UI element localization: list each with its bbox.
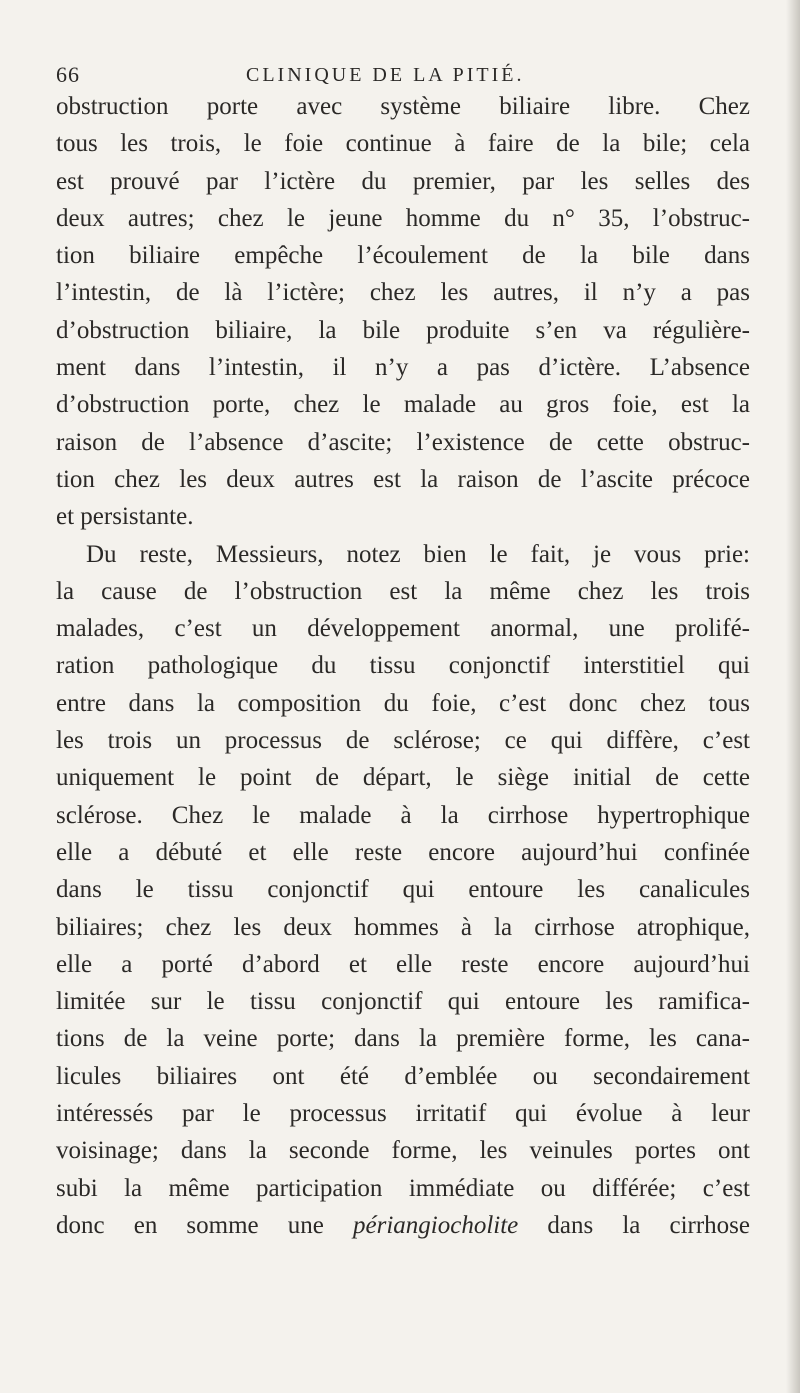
text-line: les trois un processus de sclérose; ce qui diffère, c’est bbox=[56, 727, 750, 755]
text-line: licules biliaires ont été d’emblée ou secondairement bbox=[56, 1062, 750, 1090]
text-line: elle a porté d’abord et elle reste encore aujourd’hui bbox=[56, 950, 750, 978]
text-line: l’intestin, de là l’ictère; chez les autres, il n’y a pas bbox=[56, 279, 750, 307]
text-line: voisinage; dans la seconde forme, les veinules portes ont bbox=[56, 1137, 750, 1165]
text-line: malades, c’est un développement anormal, une prolifé- bbox=[56, 615, 750, 643]
text-line-final bbox=[56, 1207, 750, 1244]
text-line: obstruction porte avec système biliaire libre. Chez bbox=[56, 93, 750, 120]
text-line: biliaires; chez les deux hommes à la cirrhose atrophique, bbox=[56, 913, 750, 941]
text-line: sclérose. Chez le malade à la cirrhose hypertrophique bbox=[56, 801, 750, 829]
text-fragment: dans la cirrhose bbox=[518, 1211, 750, 1239]
page-number: 66 bbox=[56, 62, 80, 87]
text-line: ration pathologique du tissu conjonctif interstitiel qui bbox=[56, 652, 750, 680]
text-line: elle a débuté et elle reste encore aujourd’hui confinée bbox=[56, 838, 750, 866]
text-fragment: donc en somme une bbox=[56, 1211, 353, 1239]
text-line: intéressés par le processus irritatif qui évolue à leur bbox=[56, 1100, 750, 1128]
text-line: d’obstruction biliaire, la bile produite s’en va régulière- bbox=[56, 316, 750, 344]
text-line: et persistante. bbox=[56, 503, 194, 531]
running-head: CLINIQUE DE LA PITIÉ. bbox=[246, 64, 525, 86]
text-line: ment dans l’intestin, il n’y a pas d’ictère. L’absence bbox=[56, 354, 750, 382]
text-line: tion biliaire empêche l’écoulement de la bile dans bbox=[56, 242, 750, 270]
text-line: tions de la veine porte; dans la première forme, les cana- bbox=[56, 1025, 750, 1053]
text-line: dans le tissu conjonctif qui entoure les canalicules bbox=[56, 876, 750, 904]
italic-term: périangiocholite bbox=[353, 1211, 519, 1239]
text-line: raison de l’absence d’ascite; l’existence de cette obstruc- bbox=[56, 428, 750, 456]
text-line: Du reste, Messieurs, notez bien le fait, je vous prie: bbox=[86, 540, 750, 568]
text-line: est prouvé par l’ictère du premier, par les selles des bbox=[56, 167, 750, 195]
text-line: limitée sur le tissu conjonctif qui entoure les ramifica- bbox=[56, 988, 750, 1016]
text-line: d’obstruction porte, chez le malade au gros foie, est la bbox=[56, 391, 750, 419]
text-line: la cause de l’obstruction est la même chez les trois bbox=[56, 577, 750, 605]
text-line: uniquement le point de départ, le siège initial de cette bbox=[56, 764, 750, 792]
text-line: entre dans la composition du foie, c’est donc chez tous bbox=[56, 689, 750, 717]
text-line: tion chez les deux autres est la raison de l’ascite précoce bbox=[56, 465, 750, 493]
text-line: subi la même participation immédiate ou différée; c’est bbox=[56, 1174, 750, 1202]
page-edge-shadow bbox=[786, 0, 800, 1393]
body-text bbox=[56, 88, 750, 1244]
text-line: deux autres; chez le jeune homme du n° 35, l’obstruc- bbox=[56, 204, 750, 232]
text-line: tous les trois, le foie continue à faire de la bile; cela bbox=[56, 130, 750, 158]
